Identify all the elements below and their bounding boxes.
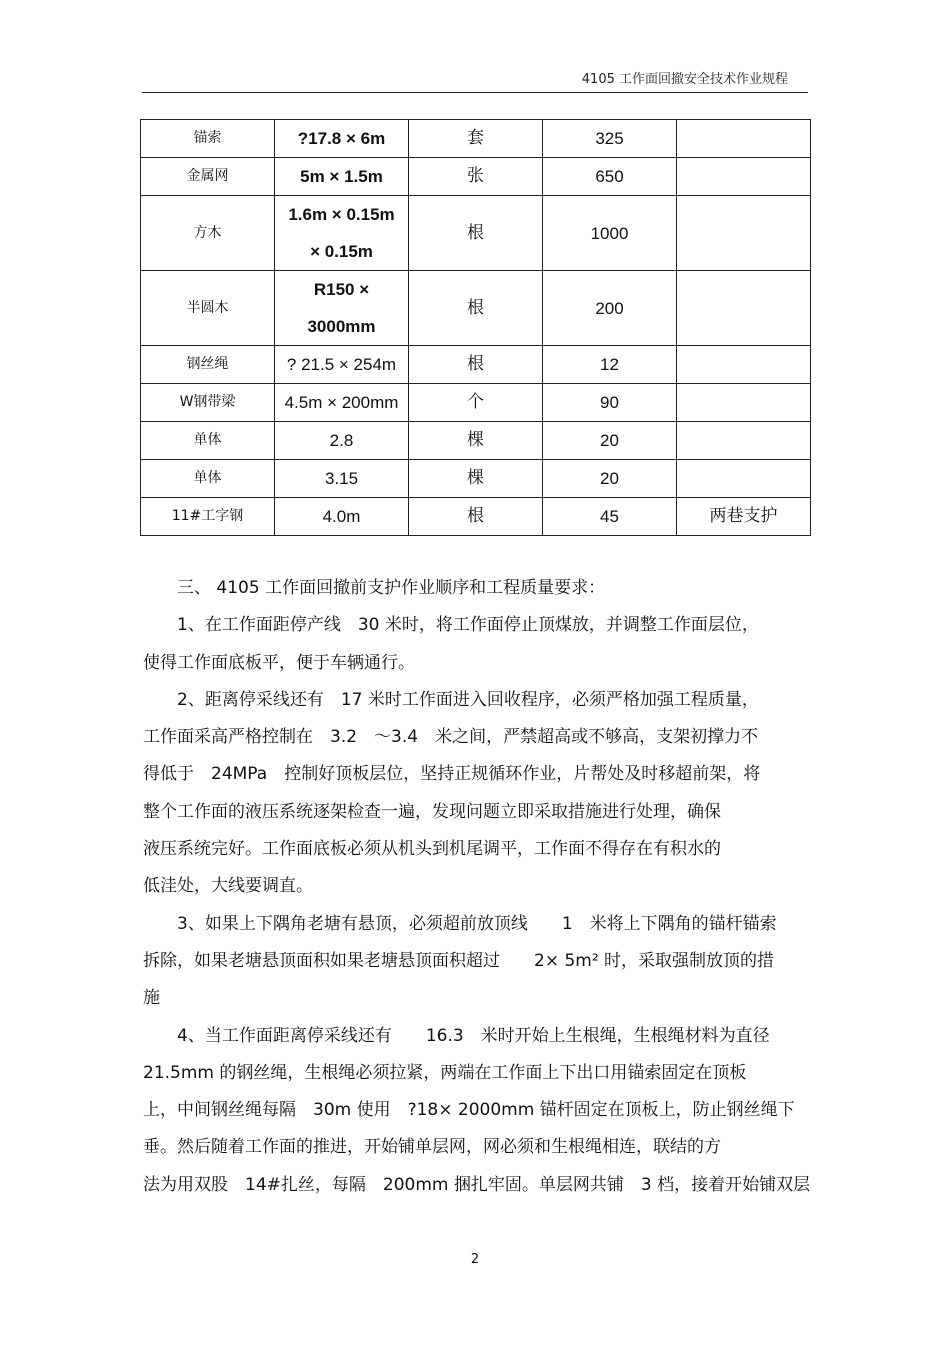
header-divider	[142, 92, 808, 93]
material-remark	[677, 346, 811, 384]
material-unit: 根	[409, 196, 543, 271]
material-spec-line2: × 0.15m	[310, 242, 373, 261]
material-name: 半圆木	[141, 271, 275, 346]
material-spec: 3.15	[275, 460, 409, 498]
material-name: W钢带梁	[141, 384, 275, 422]
text-line: 低洼处，大线要调直。	[143, 876, 313, 897]
material-unit: 套	[409, 120, 543, 158]
material-spec	[275, 271, 409, 346]
material-remark	[677, 271, 811, 346]
material-unit: 根	[409, 271, 543, 346]
material-remark	[677, 422, 811, 460]
text-line: 施	[143, 988, 160, 1009]
material-name: 金属网	[141, 158, 275, 196]
table-row	[141, 422, 811, 460]
material-unit: 根	[409, 498, 543, 536]
text-line: 上，中间钢丝绳每隔 30m 使用 ?18× 2000mm 锚杆固定在顶板上，防止钢丝绳下	[143, 1100, 795, 1121]
material-quantity: 20	[543, 460, 677, 498]
material-spec: 2.8	[275, 422, 409, 460]
material-remark	[677, 384, 811, 422]
material-remark	[677, 158, 811, 196]
material-spec: ? 21.5 × 254m	[275, 346, 409, 384]
material-quantity: 650	[543, 158, 677, 196]
body-text	[143, 570, 813, 1204]
material-spec: ?17.8 × 6m	[275, 120, 409, 158]
material-spec: 4.0m	[275, 498, 409, 536]
material-quantity: 12	[543, 346, 677, 384]
text-line: 液压系统完好。工作面底板必须从机头到机尾调平，工作面不得存在有积水的	[143, 839, 721, 860]
material-spec	[275, 196, 409, 271]
table-row	[141, 158, 811, 196]
text-line: 拆除，如果老塘悬顶面积如果老塘悬顶面积超过 2× 5m² 时，采取强制放顶的措	[143, 950, 775, 971]
material-name: 11#工字钢	[141, 498, 275, 536]
material-quantity: 45	[543, 498, 677, 536]
material-remark	[677, 196, 811, 271]
material-spec-line2: 3000mm	[307, 317, 376, 336]
material-remark	[677, 120, 811, 158]
material-name: 方木	[141, 196, 275, 271]
materials-table	[140, 119, 811, 536]
text-line: 使得工作面底板平，便于车辆通行。	[143, 652, 415, 673]
material-name: 锚索	[141, 120, 275, 158]
text-line: 垂。然后随着工作面的推进，开始铺单层网，网必须和生根绳相连，联结的方	[143, 1137, 721, 1158]
table-row	[141, 498, 811, 536]
text-line: 3、如果上下隅角老塘有悬顶，必须超前放顶线 1 米将上下隅角的锚杆锚索	[143, 913, 777, 934]
material-quantity: 1000	[543, 196, 677, 271]
page-number: 2	[470, 1252, 480, 1267]
table-row	[141, 346, 811, 384]
table-row	[141, 271, 811, 346]
material-quantity: 325	[543, 120, 677, 158]
material-unit: 棵	[409, 422, 543, 460]
material-name: 单体	[141, 460, 275, 498]
text-line: 工作面采高严格控制在 3.2 ～3.4 米之间，严禁超高或不够高，支架初撑力不	[143, 727, 759, 748]
table-row	[141, 384, 811, 422]
material-remark: 两巷支护	[677, 498, 811, 536]
material-unit: 个	[409, 384, 543, 422]
table-row	[141, 196, 811, 271]
material-unit: 棵	[409, 460, 543, 498]
material-name: 单体	[141, 422, 275, 460]
material-quantity: 200	[543, 271, 677, 346]
text-line: 法为用双股 14#扎丝，每隔 200mm 捆扎牢固。单层网共铺 3 档，接着开始铺双层	[143, 1174, 811, 1195]
material-quantity: 90	[543, 384, 677, 422]
material-spec-line1: R150 ×	[313, 280, 370, 299]
material-remark	[677, 460, 811, 498]
text-line: 三、 4105 工作面回撤前支护作业顺序和工程质量要求：	[143, 578, 606, 598]
text-line: 整个工作面的液压系统逐架检查一遍，发现问题立即采取措施进行处理，确保	[143, 801, 721, 822]
text-line: 得低于 24MPa 控制好顶板层位，坚持正规循环作业，片帮处及时移超前架，将	[143, 764, 761, 785]
text-line: 1、在工作面距停产线 30 米时，将工作面停止顶煤放，并调整工作面层位，	[143, 615, 759, 636]
material-spec-line1: 1.6m × 0.15m	[288, 205, 395, 224]
text-line: 21.5mm 的钢丝绳，生根绳必须拉紧，两端在工作面上下出口用锚索固定在顶板	[143, 1062, 747, 1083]
material-name: 钢丝绳	[141, 346, 275, 384]
material-unit: 根	[409, 346, 543, 384]
table-row	[141, 120, 811, 158]
text-line: 4、当工作面距离停采线还有 16.3 米时开始上生根绳，生根绳材料为直径	[143, 1025, 770, 1046]
material-quantity: 20	[543, 422, 677, 460]
running-header: 4105 工作面回撤安全技术作业规程	[581, 72, 788, 87]
material-spec: 5m × 1.5m	[275, 158, 409, 196]
text-line: 2、距离停采线还有 17 米时工作面进入回收程序，必须严格加强工程质量，	[143, 689, 759, 710]
table-row	[141, 460, 811, 498]
material-spec: 4.5m × 200mm	[275, 384, 409, 422]
material-unit: 张	[409, 158, 543, 196]
